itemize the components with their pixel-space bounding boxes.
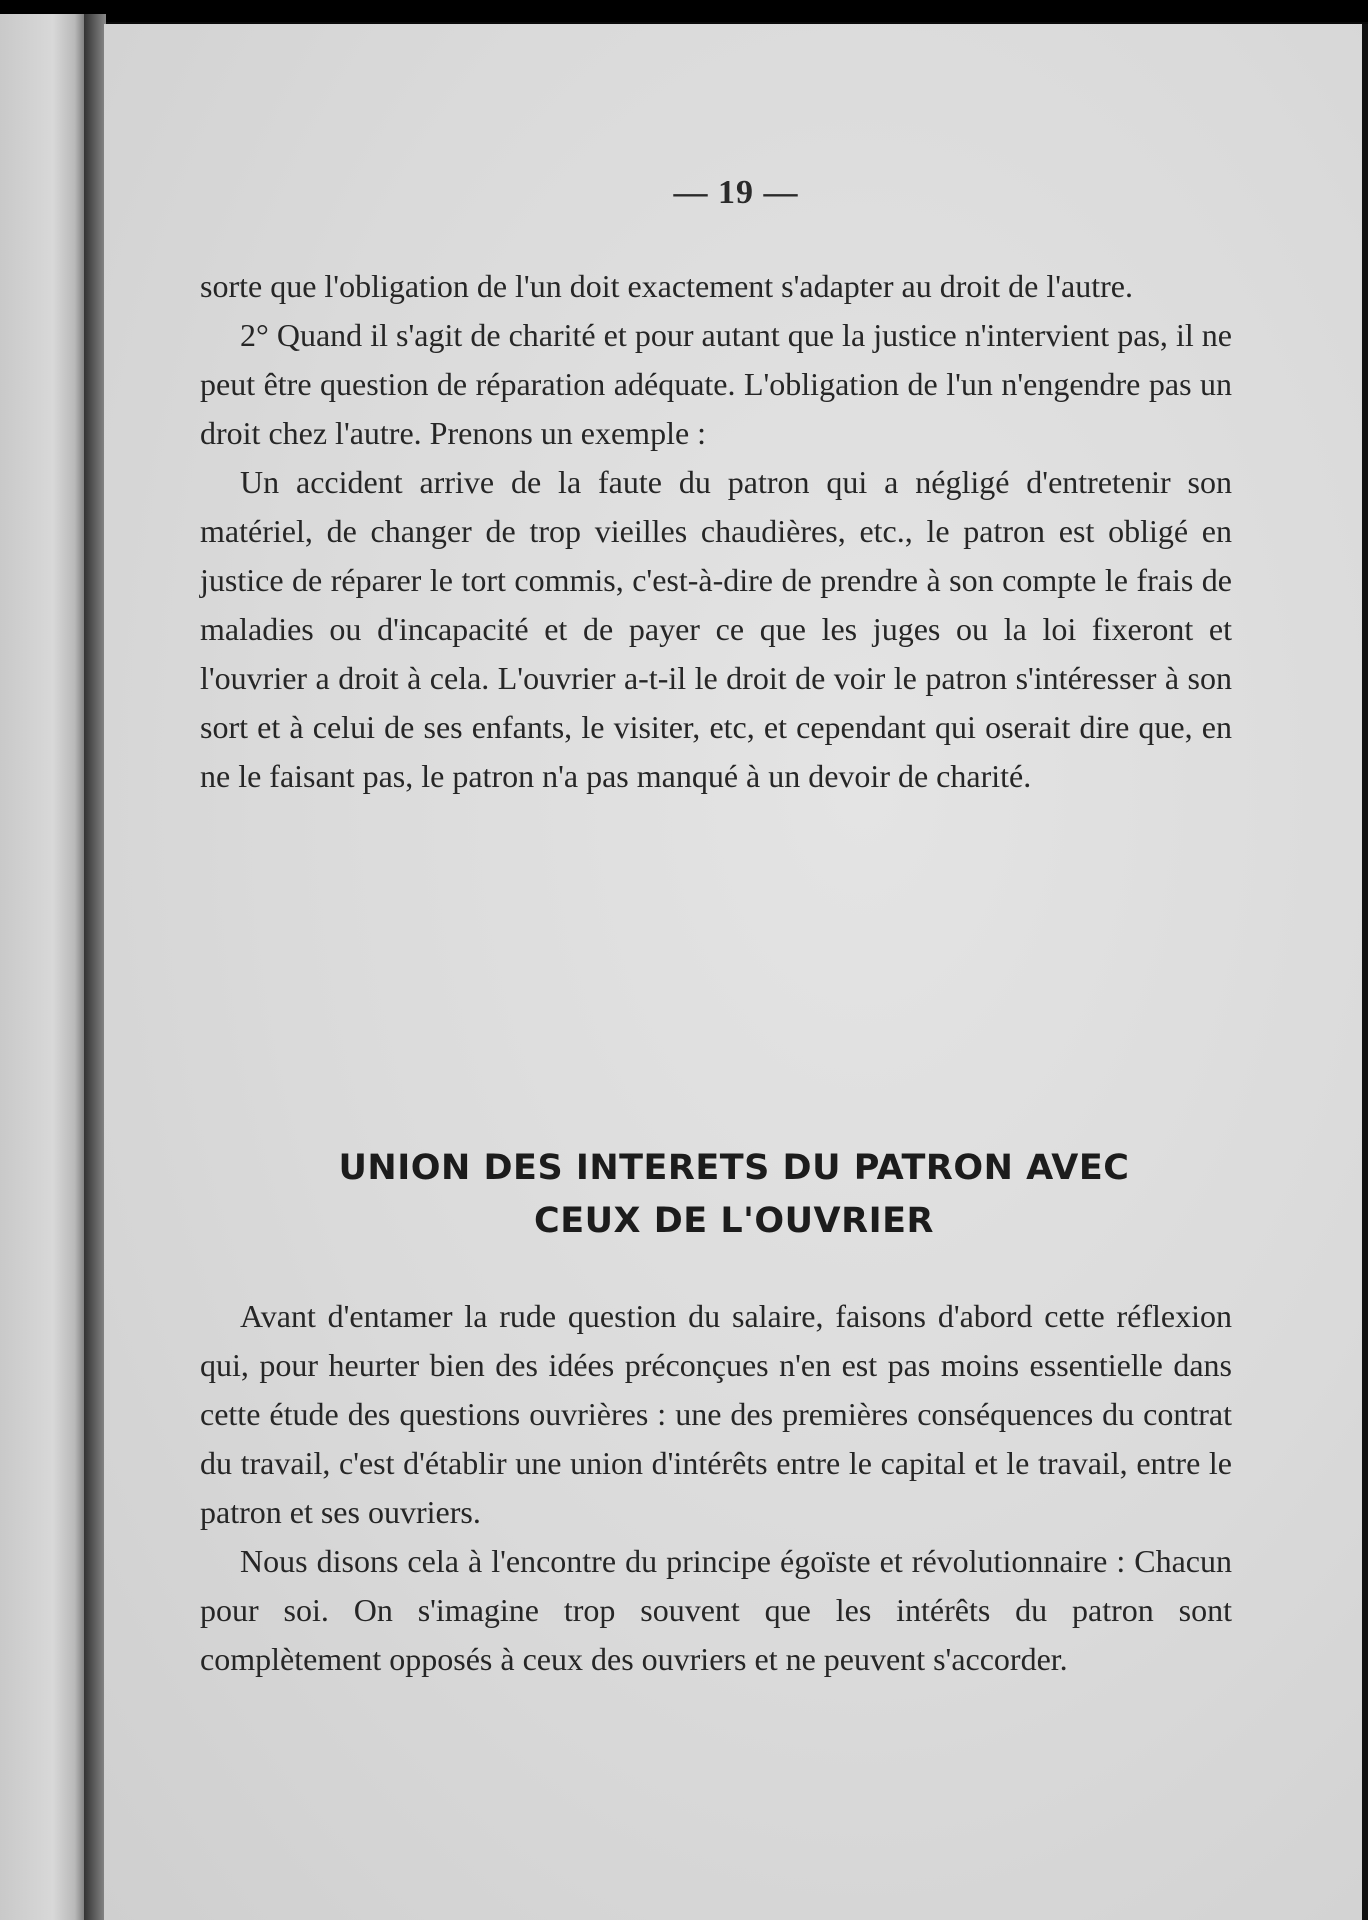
text-block-after-heading: [200, 1292, 1232, 1684]
book-gutter: [84, 14, 106, 1920]
paragraph: Nous disons cela à l'encontre du principe égoïste et révolutionnaire : Chacun pour soi. On s'imagine trop souvent que les intérêts du patron sont complètement opposés à ceux des ouvriers et ne peuvent s'accorder.: [200, 1543, 1232, 1677]
paragraph: 2° Quand il s'agit de charité et pour autant que la justice n'intervient pas, il ne peut être question de réparation adéquate. L'obligation de l'un n'engendre pas un droit chez l'autre. Prenons un exemple :: [200, 317, 1232, 451]
book-page: [104, 24, 1368, 1920]
paragraph: sorte que l'obligation de l'un doit exactement s'adapter au droit de l'autre.: [200, 268, 1133, 304]
section-heading: [164, 1142, 1304, 1248]
previous-page-edge: [0, 14, 88, 1920]
scan-right-border: [1362, 24, 1368, 1920]
scan-top-border: [0, 0, 1368, 22]
section-heading-line-1: UNION DES INTERETS DU PATRON AVEC: [338, 1148, 1130, 1188]
section-heading-line-2: CEUX DE L'OUVRIER: [534, 1201, 934, 1241]
page-number: — 19 —: [673, 174, 799, 211]
text-block-before-heading: [200, 262, 1232, 801]
paragraph: Un accident arrive de la faute du patron qui a négligé d'entretenir son matériel, de changer de trop vieilles chaudières, etc., le patron est obligé en justice de réparer le tort commis, c'est-à-dire de prendre à son compte le frais de maladies ou d'incapacité et de payer ce que les juges ou la loi fixeront et l'ouvrier a droit à cela. L'ouvrier a-t-il le droit de voir le patron s'intéresser à son sort et à celui de ses enfants, le visiter, etc, et cependant qui oserait dire que, en ne le faisant pas, le patron n'a pas manqué à un devoir de charité.: [200, 464, 1232, 794]
paragraph: Avant d'entamer la rude question du salaire, faisons d'abord cette réflexion qui, pour heurter bien des idées préconçues n'en est pas moins essentielle dans cette étude des questions ouvrières : une des premières conséquences du contrat du travail, c'est d'établir une union d'intérêts entre le capital et le travail, entre le patron et ses ouvriers.: [200, 1298, 1232, 1530]
